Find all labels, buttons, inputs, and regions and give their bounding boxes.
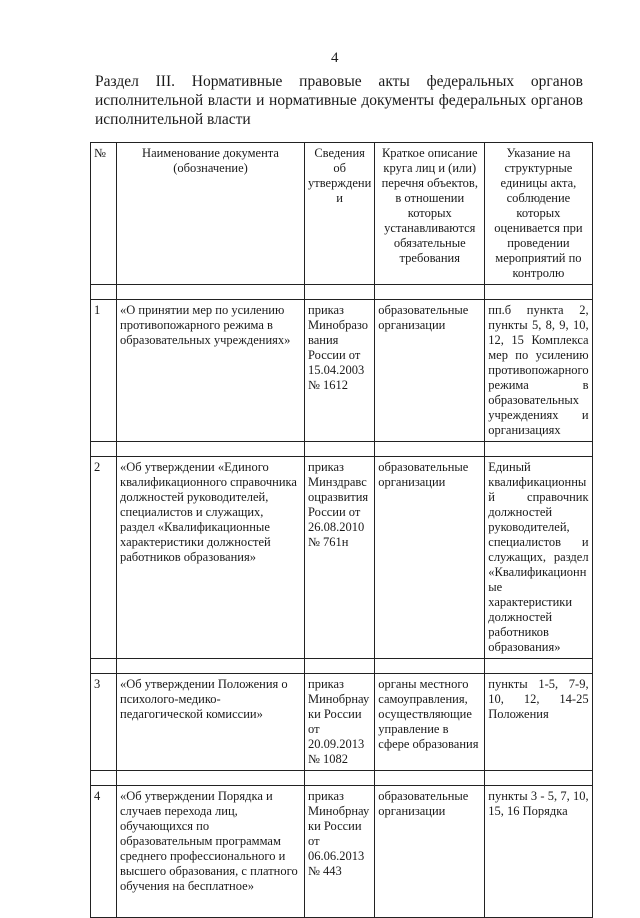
header-number: № [91, 143, 117, 285]
structural-units: Единый квалификационны й справочник должностей руководителей, специалистов и служащих, раздел «Квалификационн ые характеристики должностей работников образования» [485, 457, 592, 659]
page-number: 4 [331, 50, 339, 66]
header-approval-info: Сведения об утверждени и [305, 143, 375, 285]
row-number: 2 [91, 457, 117, 659]
spacer-row [91, 771, 593, 786]
structural-units: пункты 3 - 5, 7, 10, 15, 16 Порядка [485, 786, 592, 918]
document-name: «О принятии мер по усилению противопожарного режима в образовательных учреждениях» [117, 300, 305, 442]
approval-info: приказ Минобрнау ки России от 20.09.2013 № 1082 [305, 674, 375, 771]
subjects-description: органы местного самоуправления, осуществляющие управление в сфере образования [375, 674, 485, 771]
table-header-row [91, 143, 593, 285]
document-name: «Об утверждении «Единого квалификационного справочника должностей руководителей, специалистов и служащих, раздел «Квалификационные характеристики должностей работников образования» [117, 457, 305, 659]
approval-info: приказ Минобразо вания России от 15.04.2003 № 1612 [305, 300, 375, 442]
table-row [91, 786, 593, 918]
row-number: 1 [91, 300, 117, 442]
spacer-row [91, 285, 593, 300]
document-name: «Об утверждении Порядка и случаев перехода лиц, обучающихся по образовательным программам среднего профессионального и высшего образования, с платного обучения на бесплатное» [117, 786, 305, 918]
approval-info: приказ Минздравс оцразвития России от 26.08.2010 № 761н [305, 457, 375, 659]
requirements-table [90, 142, 593, 918]
header-document-name: Наименование документа (обозначение) [117, 143, 305, 285]
document-name: «Об утверждении Положения о психолого-медико-педагогической комиссии» [117, 674, 305, 771]
table-row [91, 300, 593, 442]
approval-info: приказ Минобрнау ки России от 06.06.2013 № 443 [305, 786, 375, 918]
subjects-description: образовательные организации [375, 786, 485, 918]
spacer-row [91, 442, 593, 457]
table-row [91, 457, 593, 659]
structural-units: пп.б пункта 2, пункты 5, 8, 9, 10, 12, 15 Комплекса мер по усилению противопожарного режима в образовательных учреждениях и организациях [485, 300, 592, 442]
subjects-description: образовательные организации [375, 457, 485, 659]
table-row [91, 674, 593, 771]
row-number: 4 [91, 786, 117, 918]
subjects-description: образовательные организации [375, 300, 485, 442]
structural-units: пункты 1-5, 7-9, 10, 12, 14-25 Положения [485, 674, 592, 771]
header-description: Краткое описание круга лиц и (или) перечня объектов, в отношении которых устанавливаются обязательные требования [375, 143, 485, 285]
spacer-row [91, 659, 593, 674]
header-structural-units: Указание на структурные единицы акта, соблюдение которых оценивается при проведении мероприятий по контролю [485, 143, 592, 285]
section-title: Раздел III. Нормативные правовые акты федеральных органов исполнительной власти и нормативные документы федеральных органов исполнительной власти [95, 73, 583, 128]
row-number: 3 [91, 674, 117, 771]
